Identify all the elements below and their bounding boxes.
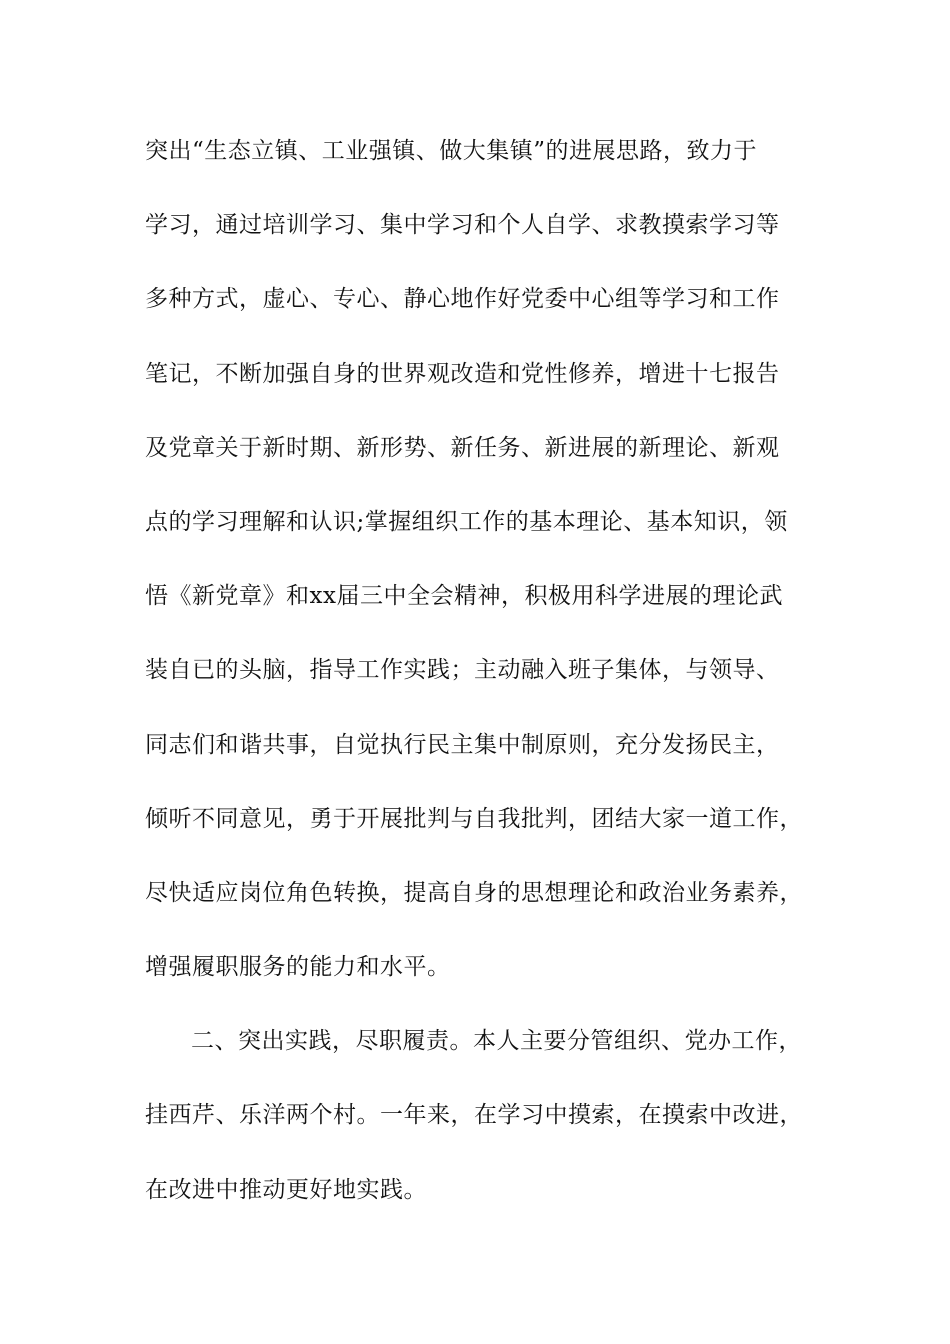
paragraph-line: 点的学习理解和认识;掌握组织工作的基本理论、基本知识，领 — [145, 508, 788, 535]
paragraph-line: 及党章关于新时期、新形势、新任务、新进展的新理论、新观 — [145, 434, 780, 461]
paragraph-line: 在改进中推动更好地实践。 — [145, 1176, 427, 1203]
document-body — [145, 128, 825, 1241]
paragraph-line: 同志们和谐共事，自觉执行民主集中制原则，充分发扬民主， — [145, 731, 780, 758]
paragraph-line: 多种方式，虚心、专心、静心地作好党委中心组等学习和工作 — [145, 286, 780, 313]
paragraph-line: 笔记，不断加强自身的世界观改造和党性修养，增进十七报告 — [145, 360, 780, 387]
paragraph-1 — [145, 128, 825, 1018]
paragraph-line: 装自已的头脑，指导工作实践；主动融入班子集体，与领导、 — [145, 657, 780, 684]
paragraph-line: 学习，通过培训学习、集中学习和个人自学、求教摸索学习等 — [145, 212, 780, 239]
paragraph-line: 二、突出实践，尽职履责。本人主要分管组织、党办工作， — [191, 1028, 802, 1055]
paragraph-line: 突出“生态立镇、工业强镇、做大集镇”的进展思路，致力于 — [145, 138, 758, 164]
paragraph-2 — [145, 1018, 825, 1241]
paragraph-line: 挂西芹、乐洋两个村。一年来，在学习中摸索，在摸索中改进， — [145, 1102, 803, 1129]
paragraph-line: 悟《新党章》和xx届三中全会精神，积极用科学进展的理论武 — [145, 583, 783, 610]
paragraph-line: 增强履职服务的能力和水平。 — [145, 954, 451, 981]
paragraph-line: 尽快适应岗位角色转换，提高自身的思想理论和政治业务素养， — [145, 879, 803, 906]
paragraph-line: 倾听不同意见，勇于开展批判与自我批判，团结大家一道工作， — [145, 805, 803, 832]
